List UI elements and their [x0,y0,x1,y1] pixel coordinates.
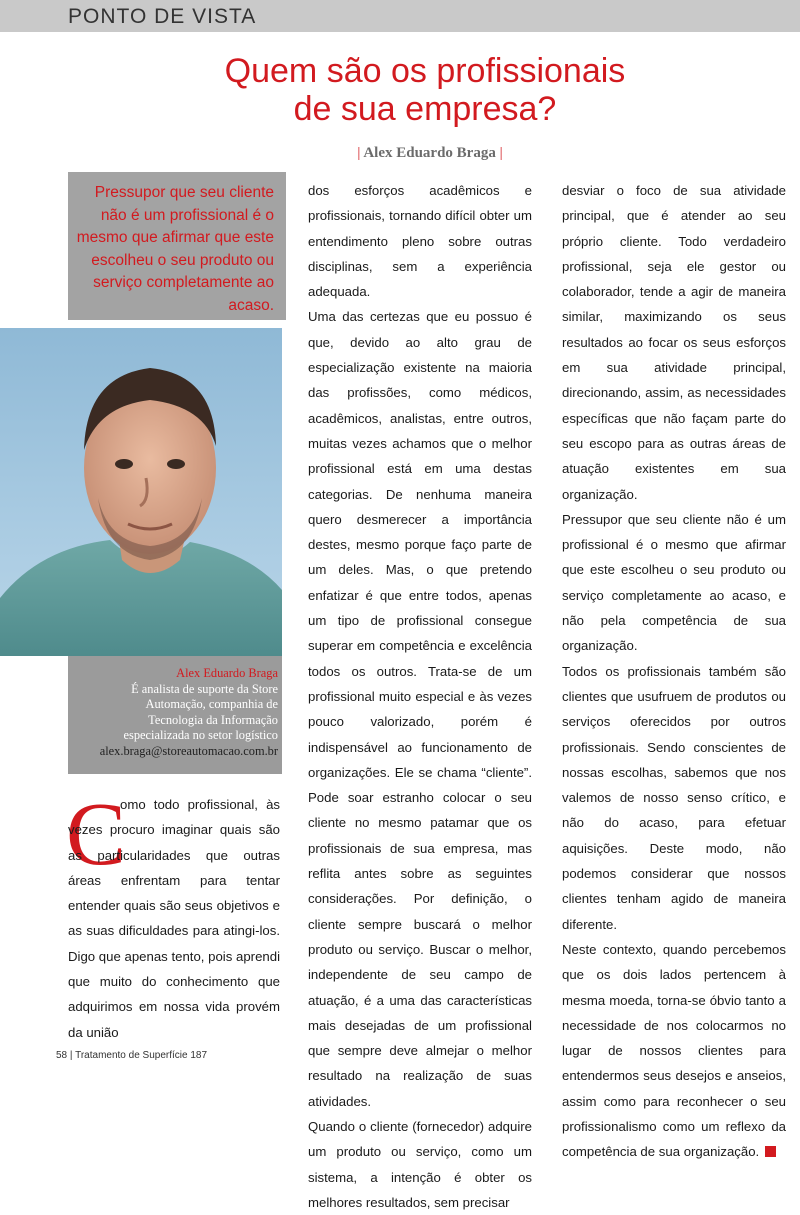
end-of-article-mark [765,1146,776,1157]
section-label: PONTO DE VISTA [68,5,257,28]
paragraph: Pressupor que seu cliente não é um profissional é o mesmo que afirmar que este escolheu o seu produto ou serviço completamente ao acaso, e não pela competência de sua organização. [562,511,786,654]
byline [300,145,560,162]
caption-email: alex.braga@storeautomacao.com.br [99,743,278,758]
caption-author-name: Alex Eduardo Braga [176,666,278,680]
drop-cap: C [66,785,127,884]
paragraph: Todos os profissionais também são clientes que usufruem de produtos ou serviços oferecidos por outros profissionais. Sendo conscientes de nossas escolhas, sabemos que nos valemos de nosso senso crítico, e não do acaso, para efetuar aquisições. Deste modo, não podemos considerar que nossos clientes tenham agido de maneira diferente. [562,663,786,932]
author-portrait [0,328,282,656]
article-column-2 [308,178,532,1215]
paragraph: Quando o cliente (fornecedor) adquire um produto ou serviço, como um sistema, a intenção é obter os melhores resultados, sem precisar [308,1118,532,1210]
paragraph: dos esforços acadêmicos e profissionais, tornando difícil obter um entendimento pleno sobre outras disciplinas, sem a experiência adequada. [308,183,532,300]
article-title-line-2: de sua empresa? [293,90,557,128]
pullquote-text: Pressupor que seu cliente não é um profissional é o mesmo que afirmar que este escolheu o seu produto ou serviço completamente ao acaso. [76,184,274,314]
article-title-line-1: Quem são os profissionais [224,52,626,90]
paragraph-last [562,937,786,1165]
byline-pipe-right: | [499,145,503,161]
page-footer: 58 | Tratamento de Superfície 187 [56,1050,208,1061]
paragraph: desviar o foco de sua atividade principal, que é atender ao seu próprio cliente. Todo verdadeiro profissional, seja ele gestor ou colaborador, tende a agir de maneira similar, maximizando os seus resultados ao focar os seus esforços em sua atividade principal, direcionando, assim, as necessidades específicas que não façam parte do seu escopo para as outras áreas de atuação existentes em sua organização. [562,183,786,502]
caption-line: É analista de suporte da Store [131,681,278,696]
paragraph: Uma das certezas que eu possuo é que, devido ao alto grau de especialização existente na maioria das profissões, como médicos, acadêmicos, analistas, entre outros, muitas vezes achamos que o melhor profissional está em uma destas categorias. De nenhuma maneira quero desmerecer a importância destes, mesmo porque faço parte de um deles. Mas, o que pretendo enfatizar é que entre todos, apenas um tipo de profissional consegue superar em competência e excelência todos os outros. Trata-se de um profissional muito especial e às vezes pouco valorizado, porém é indispensável ao funcionamento de organizações. Ele se chama “cliente”. Pode soar estranho colocar o seu cliente no mesmo patamar que os profissionais de sua empresa, mas reflita antes sobre as seguintes considerações. Por definição, o cliente sempre buscará o melhor produto ou serviço. Buscar o melhor, independente de seu campo de atuação, é a uma das características mais desejadas de um profissional que sempre deve almejar o melhor resultado na realização de suas atividades. [308,309,532,1109]
byline-author: Alex Eduardo Braga [363,145,496,161]
paragraph-text: Neste contexto, quando percebemos que os dois lados pertencem à mesma moeda, torna-se óbvio tanto a necessidade de nos colocarmos no lugar de nossos clientes para entendermos seus desejos e anseios, assim como para reconhecer o seu profissionalismo como um reflexo da competência de sua organização. [562,941,786,1160]
pullquote-box [68,172,286,320]
article-column-1 [66,785,280,1045]
caption-line: Tecnologia da Informação [148,712,278,727]
article-column-3 [562,178,786,1165]
caption-line: Automação, companhia de [145,697,278,711]
author-caption-box [68,656,282,774]
caption-line: especializada no setor logístico [123,728,278,742]
portrait-illustration [0,328,282,656]
section-header-bar [0,0,800,32]
paragraph: omo todo profissional, às vezes procuro imaginar quais são as particularidades que outras áreas enfrentam para tentar entender quais são seus objetivos e as suas dificuldades para atingi-los. Digo que apenas tento, pois aprendi que muito do conhecimento que adquirimos em nossa vida provém da união [68,797,280,1040]
author-caption [68,666,278,759]
byline-pipe-left: | [357,145,361,161]
